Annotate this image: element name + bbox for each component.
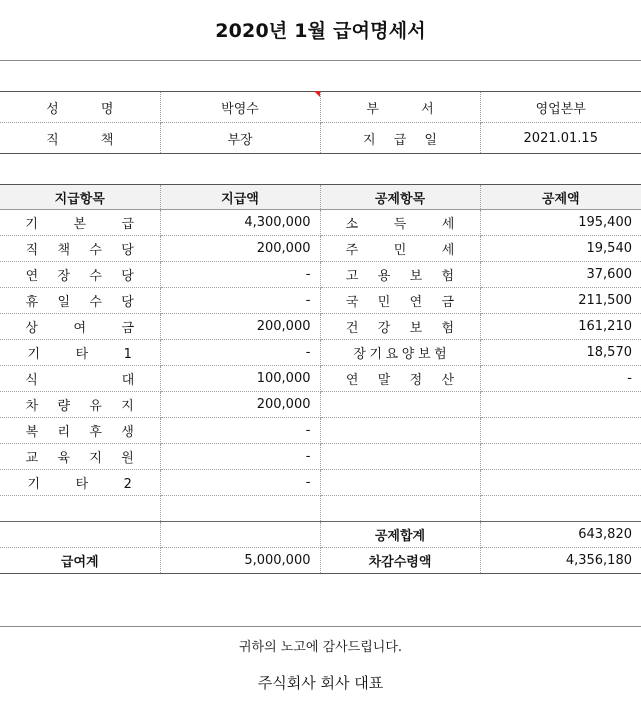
deduction-item-label: 연말정산	[345, 373, 474, 388]
position-value: 부장	[160, 123, 320, 154]
deduction-item	[320, 340, 480, 366]
thanks-message: 귀하의 노고에 감사드립니다.	[238, 640, 403, 655]
deduction-amount: 161,210	[480, 314, 641, 340]
pay-total-row	[0, 548, 641, 574]
name-value: 박영수	[160, 92, 320, 123]
pay-item	[0, 262, 160, 288]
deduction-amount	[480, 392, 641, 418]
pay-amount: 200,000	[160, 236, 320, 262]
table-row	[0, 418, 641, 444]
pay-amount: 200,000	[160, 392, 320, 418]
name-label: 성 명	[0, 92, 160, 123]
deduction-item-label: 고용보험	[345, 269, 474, 284]
pay-item	[0, 236, 160, 262]
header-deduction-amount: 공제액	[480, 185, 641, 210]
empty-cell	[0, 522, 160, 548]
deduction-item	[320, 314, 480, 340]
deduction-item	[320, 288, 480, 314]
pay-item-label: 복리후생	[25, 425, 154, 440]
dept-label: 부 서	[320, 92, 480, 123]
pay-item-label: 교육지원	[25, 451, 154, 466]
deduction-item-label: 소득세	[345, 217, 490, 232]
paydate-value: 2021.01.15	[480, 123, 641, 154]
deduction-total-row	[0, 522, 641, 548]
pay-total-value: 5,000,000	[160, 548, 320, 574]
company-signature: 주식회사 회사 대표	[257, 674, 384, 692]
info-row	[0, 123, 641, 154]
pay-item	[0, 496, 160, 522]
deduction-amount: 37,600	[480, 262, 641, 288]
table-body	[0, 210, 641, 522]
title-divider	[0, 60, 641, 61]
deduction-item	[320, 392, 480, 418]
table-row	[0, 470, 641, 496]
pay-item-label: 기타2	[27, 477, 168, 492]
pay-item-label: 식대	[25, 373, 219, 388]
pay-amount: -	[160, 444, 320, 470]
deduction-item	[320, 496, 480, 522]
pay-amount: -	[160, 340, 320, 366]
deduction-amount: -	[480, 366, 641, 392]
deduction-amount	[480, 496, 641, 522]
pay-item	[0, 288, 160, 314]
deduction-amount: 195,400	[480, 210, 641, 236]
deduction-amount: 211,500	[480, 288, 641, 314]
pay-item	[0, 418, 160, 444]
table-header	[0, 185, 641, 210]
pay-amount: 100,000	[160, 366, 320, 392]
deduction-item	[320, 210, 490, 236]
pay-item	[0, 366, 219, 392]
header-deduction-item: 공제항목	[320, 185, 480, 210]
footer-divider	[0, 626, 641, 627]
pay-item-label: 기타1	[27, 347, 168, 362]
deduction-amount	[480, 418, 641, 444]
pay-total-label: 급여계	[0, 548, 160, 574]
document-title: 2020년 1월 급여명세서	[215, 19, 426, 42]
net-pay-value: 4,356,180	[480, 548, 641, 574]
deduction-amount: 18,570	[480, 340, 641, 366]
empty-cell	[160, 522, 320, 548]
deduction-total-value: 643,820	[480, 522, 641, 548]
deduction-item	[320, 444, 480, 470]
header-pay-item: 지급항목	[0, 185, 160, 210]
deduction-item-label: 장기요양보험	[353, 347, 451, 362]
pay-item	[0, 340, 168, 366]
deduction-total-label: 공제합계	[320, 522, 480, 548]
pay-item-label: 직책수당	[25, 243, 154, 258]
employee-info-table	[0, 91, 641, 154]
table-row	[0, 288, 641, 314]
table-row	[0, 496, 641, 522]
deduction-item	[320, 366, 480, 392]
deduction-item	[320, 470, 480, 496]
pay-amount: -	[160, 262, 320, 288]
deduction-item-label: 국민연금	[345, 295, 474, 310]
pay-item-label: 연장수당	[25, 269, 154, 284]
pay-item-label: 기본급	[25, 217, 170, 232]
deduction-item	[320, 236, 490, 262]
paydate-label: 지 급 일	[320, 123, 480, 154]
table-row	[0, 444, 641, 470]
table-row	[0, 262, 641, 288]
deduction-item	[320, 418, 480, 444]
net-pay-label: 차감수령액	[320, 548, 480, 574]
table-row	[0, 366, 641, 392]
header-pay-amount: 지급액	[160, 185, 320, 210]
deduction-amount: 19,540	[480, 236, 641, 262]
table-row	[0, 210, 641, 236]
comment-indicator-icon	[314, 91, 320, 97]
pay-amount: 200,000	[160, 314, 320, 340]
table-row	[0, 340, 641, 366]
salary-table	[0, 184, 641, 574]
deduction-amount	[480, 470, 641, 496]
dept-value: 영업본부	[480, 92, 641, 123]
deduction-item-label: 건강보험	[345, 321, 474, 336]
pay-item	[0, 392, 160, 418]
deduction-item	[320, 262, 480, 288]
pay-amount: 4,300,000	[160, 210, 320, 236]
info-row	[0, 92, 641, 123]
pay-item	[0, 314, 170, 340]
pay-item	[0, 210, 170, 236]
pay-item	[0, 470, 168, 496]
table-row	[0, 392, 641, 418]
pay-item	[0, 444, 160, 470]
pay-amount: -	[160, 470, 320, 496]
pay-item-label: 차량유지	[25, 399, 154, 414]
pay-amount: -	[160, 418, 320, 444]
pay-item-label: 휴일수당	[25, 295, 154, 310]
position-label: 직 책	[0, 123, 160, 154]
pay-amount	[160, 496, 320, 522]
table-row	[0, 236, 641, 262]
deduction-item-label: 주민세	[345, 243, 490, 258]
deduction-amount	[480, 444, 641, 470]
table-row	[0, 314, 641, 340]
pay-item-label: 상여금	[25, 321, 170, 336]
pay-amount: -	[160, 288, 320, 314]
